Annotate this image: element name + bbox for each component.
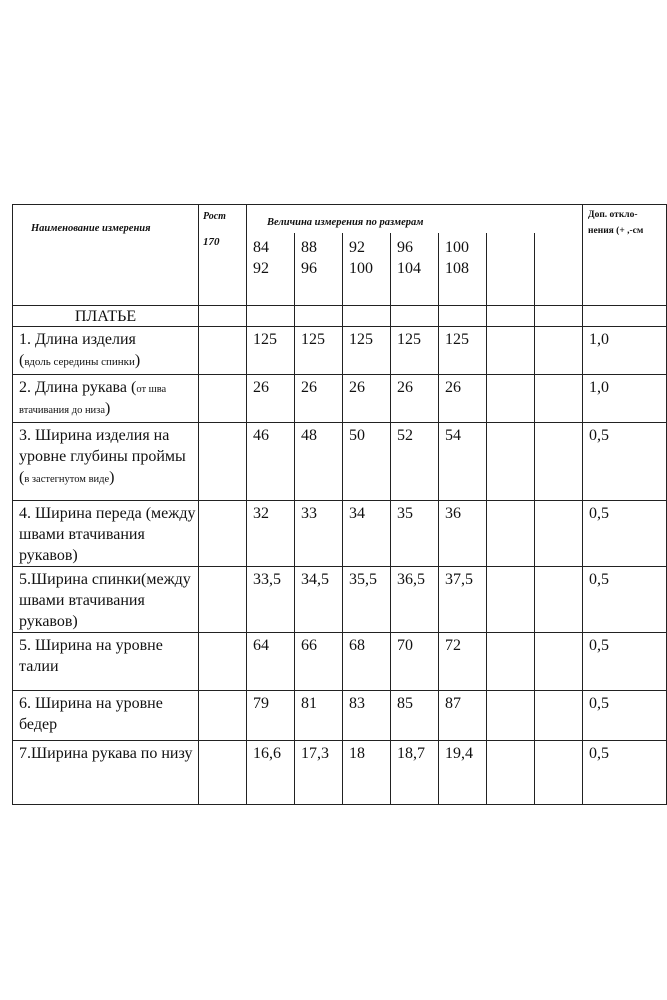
- deviation-value: 0,5: [583, 691, 667, 741]
- deviation-value: 0,5: [583, 567, 667, 633]
- measurement-name: 1. Длина изделия (вдоль середины спинки): [13, 327, 199, 375]
- measurement-name: 6. Ширина на уровне бедер: [13, 691, 199, 741]
- table-row: [13, 633, 667, 691]
- size-92-100: 92 100: [343, 233, 391, 306]
- size-value: 52: [391, 423, 439, 501]
- size-value: 34,5: [295, 567, 343, 633]
- size-value: 125: [247, 327, 295, 375]
- size-value: 26: [247, 375, 295, 423]
- deviation-value: 1,0: [583, 327, 667, 375]
- table-row: [13, 501, 667, 567]
- empty-cell: [391, 306, 439, 327]
- size-value: 33,5: [247, 567, 295, 633]
- measurement-name: 3. Ширина изделия на уровне глубины проймы (в застегнутом виде): [13, 423, 199, 501]
- empty-cell: [535, 327, 583, 375]
- size-value: 66: [295, 633, 343, 691]
- header-name-column: Наименование измерения: [13, 205, 199, 306]
- empty-cell: [583, 306, 667, 327]
- size-value: 85: [391, 691, 439, 741]
- size-value: 48: [295, 423, 343, 501]
- height-label: Рост: [203, 211, 226, 222]
- empty-cell: [535, 423, 583, 501]
- size-96-104: 96 104: [391, 233, 439, 306]
- size-value: 18,7: [391, 741, 439, 805]
- height-value: 170: [203, 236, 220, 248]
- measurement-name: 4. Ширина переда (между швами втачивания рукавов): [13, 501, 199, 567]
- table-row: [13, 327, 667, 375]
- empty-cell: [439, 306, 487, 327]
- deviation-value: 0,5: [583, 423, 667, 501]
- size-value: 26: [343, 375, 391, 423]
- deviation-value: 0,5: [583, 501, 667, 567]
- size-value: 87: [439, 691, 487, 741]
- size-value: 125: [391, 327, 439, 375]
- size-value: 79: [247, 691, 295, 741]
- empty-cell: [199, 741, 247, 805]
- empty-cell: [487, 375, 535, 423]
- size-value: 26: [391, 375, 439, 423]
- size-value: 19,4: [439, 741, 487, 805]
- size-value: 64: [247, 633, 295, 691]
- deviation-label-line2: нения (+ ,-см: [588, 226, 644, 236]
- empty-cell: [487, 741, 535, 805]
- table-row: [13, 741, 667, 805]
- empty-cell: [487, 306, 535, 327]
- table-row: [13, 567, 667, 633]
- size-value: 125: [295, 327, 343, 375]
- size-84-92: 84 92: [247, 233, 295, 306]
- empty-cell: [535, 741, 583, 805]
- deviation-value: 0,5: [583, 741, 667, 805]
- deviation-value: 0,5: [583, 633, 667, 691]
- deviation-label-line1: Доп. откло-: [588, 210, 638, 220]
- size-empty-1: [487, 233, 535, 306]
- size-value: 18: [343, 741, 391, 805]
- empty-cell: [247, 306, 295, 327]
- empty-cell: [199, 691, 247, 741]
- size-value: 70: [391, 633, 439, 691]
- header-deviation-column: [583, 205, 667, 306]
- size-value: 125: [439, 327, 487, 375]
- empty-cell: [535, 375, 583, 423]
- size-value: 16,6: [247, 741, 295, 805]
- empty-cell: [487, 691, 535, 741]
- measurement-name: 5. Ширина на уровне талии: [13, 633, 199, 691]
- empty-cell: [199, 306, 247, 327]
- empty-cell: [199, 327, 247, 375]
- measurement-name: 7.Ширина рукава по низу: [13, 741, 199, 805]
- empty-cell: [487, 567, 535, 633]
- empty-cell: [199, 567, 247, 633]
- section-title: ПЛАТЬЕ: [13, 306, 199, 327]
- size-value: 26: [439, 375, 487, 423]
- empty-cell: [535, 567, 583, 633]
- size-value: 37,5: [439, 567, 487, 633]
- empty-cell: [199, 423, 247, 501]
- empty-cell: [487, 327, 535, 375]
- size-value: 36: [439, 501, 487, 567]
- size-value: 35: [391, 501, 439, 567]
- size-value: 36,5: [391, 567, 439, 633]
- table-row: [13, 375, 667, 423]
- empty-cell: [487, 423, 535, 501]
- size-value: 17,3: [295, 741, 343, 805]
- size-empty-2: [535, 233, 583, 306]
- size-value: 34: [343, 501, 391, 567]
- size-value: 81: [295, 691, 343, 741]
- size-88-96: 88 96: [295, 233, 343, 306]
- empty-cell: [535, 306, 583, 327]
- size-value: 35,5: [343, 567, 391, 633]
- header-sizes-title: Величина измерения по размерам: [247, 205, 583, 233]
- empty-cell: [199, 633, 247, 691]
- size-value: 83: [343, 691, 391, 741]
- size-value: 32: [247, 501, 295, 567]
- size-100-108: 100 108: [439, 233, 487, 306]
- measurement-table: [12, 204, 667, 805]
- empty-cell: [295, 306, 343, 327]
- empty-cell: [487, 501, 535, 567]
- empty-cell: [535, 501, 583, 567]
- size-chart: [12, 204, 666, 805]
- empty-cell: [535, 691, 583, 741]
- size-value: 125: [343, 327, 391, 375]
- size-value: 50: [343, 423, 391, 501]
- empty-cell: [535, 633, 583, 691]
- size-value: 68: [343, 633, 391, 691]
- measurement-name: 5.Ширина спинки(между швами втачивания рукавов): [13, 567, 199, 633]
- size-value: 72: [439, 633, 487, 691]
- empty-cell: [487, 633, 535, 691]
- measurement-name: 2. Длина рукава (от шва втачивания до низа): [13, 375, 199, 423]
- table-row: [13, 423, 667, 501]
- header-height-column: [199, 205, 247, 306]
- size-value: 54: [439, 423, 487, 501]
- empty-cell: [199, 375, 247, 423]
- size-value: 46: [247, 423, 295, 501]
- deviation-value: 1,0: [583, 375, 667, 423]
- empty-cell: [343, 306, 391, 327]
- size-value: 26: [295, 375, 343, 423]
- empty-cell: [199, 501, 247, 567]
- size-value: 33: [295, 501, 343, 567]
- table-row: [13, 691, 667, 741]
